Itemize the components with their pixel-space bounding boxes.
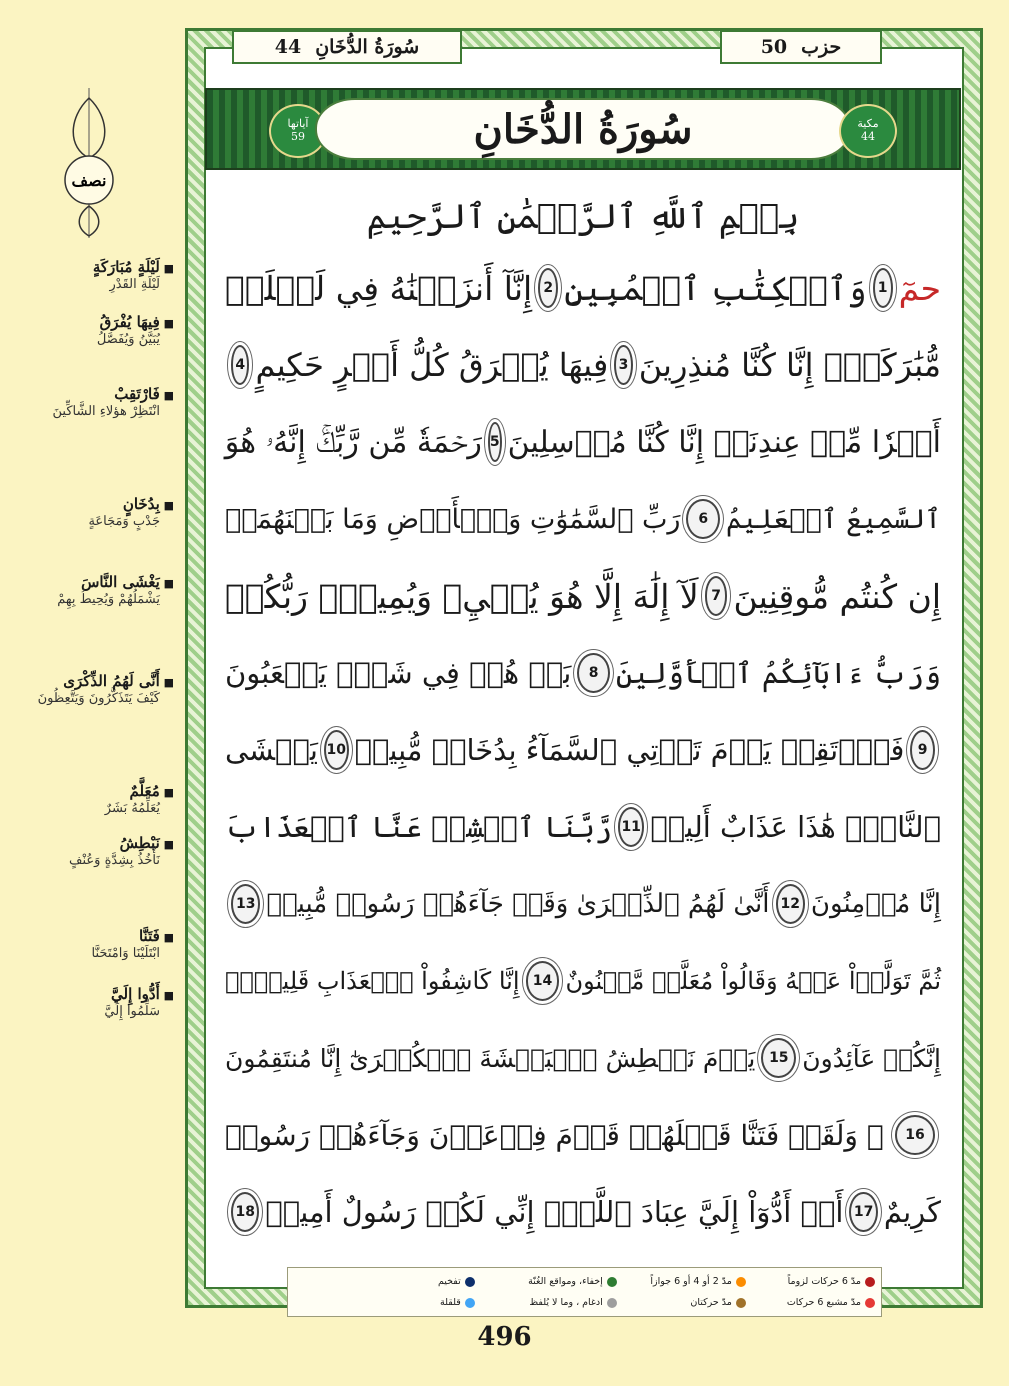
glossary-meaning: جَدْبٍ وَمَجَاعَةٍ [88, 514, 160, 529]
header-hizb-box [720, 30, 882, 64]
verse-text: رَحۡمَةٗ مِّن رَّبِّكَۚ إِنَّهُۥ هُوَ [224, 424, 482, 460]
page-number: 496 [477, 1322, 532, 1352]
legend-item [294, 1297, 475, 1308]
legend-color-dot-icon [607, 1298, 617, 1308]
glossary-entry [14, 313, 174, 350]
verse-text: يَغۡشَى [225, 733, 318, 767]
glossary-meaning: يُبَيَّنُ وَيُفَصَّلُ [96, 332, 160, 347]
ayah-number-marker: 4 [231, 345, 249, 385]
verse-line [225, 797, 941, 857]
legend-column-1 [746, 1271, 875, 1313]
legend-label: تفخيم [437, 1276, 461, 1287]
legend-color-dot-icon [736, 1277, 746, 1287]
verse-line [225, 1182, 941, 1242]
glossary-meaning: يُعَلِّمُهُ بَشَرٌ [104, 801, 160, 816]
glossary-meaning: نَأْخُذُ بِشِدَّةٍ وَعُنْفٍ [69, 853, 160, 868]
glossary-word: ■ مُعَلَّمٌ [14, 782, 174, 800]
verse-line [225, 951, 941, 1011]
verse-text: أَنَّىٰ لَهُمُ ٱلذِّكۡرَىٰ وَقَدۡ جَآءَهُمۡ رَسُولٞ مُّبِينٞ [266, 889, 770, 919]
glossary-meaning: لَيْلَةِ القَدْرِ [109, 277, 160, 292]
verse-line [225, 412, 941, 472]
legend-item [746, 1297, 875, 1308]
nisf-label: نصف [71, 171, 107, 190]
legend-label: مدّ حركتان [690, 1297, 732, 1308]
legend-label: ادغام ، وما لا يُلفظ [529, 1297, 603, 1308]
glossary-entry [14, 927, 174, 964]
ayah-number-marker: 11 [618, 807, 644, 847]
glossary-meaning: يَشْمَلُهُمْ وَيُحِيطُ بِهِمْ [57, 592, 160, 607]
surah-info-medallion-type [839, 104, 897, 158]
verse-text: مُّبَٰرَكَةٍۚ إِنَّا كُنَّا مُنذِرِينَ [638, 346, 941, 384]
header-surah-box [232, 30, 462, 64]
verse-line [225, 1028, 941, 1088]
glossary-entry [14, 672, 174, 709]
legend-color-dot-icon [607, 1277, 617, 1287]
verse-text: لَآ إِلَٰهَ إِلَّا هُوَ يُحۡيِۦ وَيُمِيتُۖ رَبُّكُمۡ [225, 576, 699, 616]
glossary-meaning: انْتَظِرْ هؤلاءِ الشَّاكِّينَ [52, 404, 160, 419]
ayah-number-marker: 6 [686, 499, 720, 539]
verse-text: فِيهَا يُفۡرَقُ كُلُّ أَمۡرٍ حَكِيمٍ [255, 346, 609, 384]
legend-item [617, 1297, 746, 1308]
ayah-number-marker: 17 [849, 1192, 877, 1232]
glossary-meaning: ابْتَلَيْنَا وَامْتَحَنَّا [91, 946, 160, 961]
verse-line [225, 1105, 941, 1165]
verse-text: إِنَّا كَاشِفُواْ ٱلۡعَذَابِ قَلِيلًاۚ [225, 967, 520, 995]
ayah-number-marker: 12 [776, 884, 805, 924]
legend-label: قلقلة [440, 1297, 461, 1308]
surah-title: سُورَةُ الدُّخَانِ [315, 98, 851, 160]
glossary-entry [14, 782, 174, 819]
verse-text: أَمۡرٗا مِّنۡ عِندِنَآۚ إِنَّا كُنَّا مُرۡسِلِينَ [507, 424, 941, 460]
ayah-number-marker: 8 [577, 653, 610, 693]
header-hizb-label: حزب [801, 36, 842, 58]
header-surah-name: سُورَةُ الدُّخَانِ [315, 36, 420, 58]
verse-text: وَرَبُّ ءَابَآئِكُمُ ٱلۡأَوَّلِينَ [615, 656, 941, 690]
legend-item [746, 1276, 875, 1287]
verse-line [225, 258, 941, 318]
tajweed-legend [287, 1267, 882, 1317]
legend-color-dot-icon [736, 1298, 746, 1308]
surah-banner [205, 88, 961, 170]
verse-text: وَٱلۡكِتَٰبِ ٱلۡمُبِينِ [564, 268, 867, 308]
ayah-number-marker: 5 [488, 422, 502, 462]
basmala: بِسۡمِ ٱللَّهِ ٱلرَّحۡمَٰنِ ٱلرَّحِيمِ [366, 197, 800, 237]
glossary-word: ■ يَغْشَى النَّاسَ [14, 573, 174, 591]
verse-text: ۞ وَلَقَدۡ فَتَنَّا قَبۡلَهُمۡ قَوۡمَ فِرۡعَوۡنَ وَجَآءَهُمۡ رَسُولٞ [225, 1118, 884, 1152]
verse-text: ٱلسَّمِيعُ ٱلۡعَلِيمُ [725, 503, 941, 535]
ayah-number-marker: 7 [705, 576, 728, 616]
verse-text: بَلۡ هُمۡ فِي شَكّٖ يَلۡعَبُونَ [225, 656, 572, 690]
verse-text: إِنَّكُمۡ عَآئِدُونَ [802, 1043, 941, 1073]
ayah-number-marker: 15 [761, 1038, 796, 1078]
legend-label: مدّ 2 أو 4 أو 6 جوازاً [650, 1276, 732, 1287]
glossary-word: ■ أَنَّى لَهُمُ الذِّكْرَى [14, 672, 174, 690]
ayah-number-marker: 2 [538, 268, 558, 308]
ayah-number-marker: 1 [873, 268, 893, 308]
glossary-word: ■ نَبْطِشُ [14, 834, 174, 852]
verse-text: رَبِّ ٱلسَّمَٰوَٰتِ وَٱلۡأَرۡضِ وَمَا بَيۡنَهُمَآۖ [225, 503, 681, 535]
verse-text: يَوۡمَ نَبۡطِشُ ٱلۡبَطۡشَةَ ٱلۡكُبۡرَىٰٓ إِنَّا مُنتَقِمُونَ [225, 1043, 756, 1073]
verse-line [225, 720, 941, 780]
glossary-word: ■ فَتَنَّا [14, 927, 174, 945]
glossary-entry [14, 573, 174, 610]
legend-label: مدّ 6 حركات لزوماً [787, 1276, 861, 1287]
legend-item [617, 1276, 746, 1287]
verse-text: إِنَّآ أَنزَلۡنَٰهُ فِي لَيۡلَةٖ [225, 268, 533, 308]
glossary-meaning: كَيْفَ يَتَذَكَّرُونَ وَيَتَّعِظُونَ [37, 691, 160, 706]
nisf-ornament-icon [58, 88, 120, 238]
glossary-entry [14, 495, 174, 532]
legend-column-2 [617, 1271, 746, 1313]
glossary-entry [14, 985, 174, 1022]
header-surah-number: 44 [274, 36, 302, 58]
verse-line [225, 874, 941, 934]
header-hizb-number: 50 [760, 36, 788, 58]
legend-item [475, 1276, 617, 1287]
legend-color-dot-icon [865, 1298, 875, 1308]
legend-label: مدّ مشبع 6 حركات [786, 1297, 861, 1308]
glossary-word: ■ أَدُّوا إِلَيَّ [14, 985, 174, 1003]
verse-line [225, 643, 941, 703]
glossary-entry [14, 385, 174, 422]
glossary-meaning: سَلِّمُوا إِلَيَّ [104, 1004, 160, 1019]
medallion-surah-number: 44 [861, 130, 875, 143]
ayah-number-marker: 13 [231, 884, 260, 924]
ayah-number-marker: 14 [526, 961, 560, 1001]
medallion-verses-count: 59 [291, 130, 305, 143]
legend-column-3 [475, 1271, 617, 1313]
verse-text: أَنۡ أَدُّوٓاْ إِلَيَّ عِبَادَ ٱللَّهِۖ إِنِّي لَكُمۡ رَسُولٌ أَمِينٞ [265, 1195, 844, 1229]
verse-line [225, 489, 941, 549]
verse-text: ٱلنَّاسَۖ هَٰذَا عَذَابٌ أَلِيمٞ [650, 810, 941, 844]
verse-text: كَرِيمٌ [883, 1195, 941, 1229]
glossary-entry [14, 258, 174, 295]
medallion-type-label: مكية [857, 117, 879, 131]
legend-color-dot-icon [865, 1277, 875, 1287]
medallion-verses-label: آياتها [287, 117, 309, 131]
legend-color-dot-icon [465, 1298, 475, 1308]
verse-text: رَّبَّنَا ٱكۡشِفۡ عَنَّا ٱلۡعَذَابَ [225, 810, 612, 844]
verse-line [225, 566, 941, 626]
ayah-number-marker: 10 [324, 730, 349, 770]
ayah-number-marker: 18 [231, 1192, 259, 1232]
verse-text: ثُمَّ تَوَلَّوۡاْ عَنۡهُ وَقَالُواْ مُعَلَّمٞ مَّجۡنُونٌ [565, 967, 941, 995]
glossary-word: ■ لَيْلَةٍ مُبَارَكَةٍ [14, 258, 174, 276]
verse-text: إِنَّا مُؤۡمِنُونَ [810, 889, 941, 919]
legend-color-dot-icon [465, 1277, 475, 1287]
verse-text: فَٱرۡتَقِبۡ يَوۡمَ تَأۡتِي ٱلسَّمَآءُ بِدُخَانٖ مُّبِينٖ [354, 733, 905, 767]
legend-label: إخفاء، ومواقع الغُنّة [528, 1276, 603, 1287]
glossary-word: ■ فِيهَا يُفْرَقُ [14, 313, 174, 331]
ayah-number-marker: 9 [910, 730, 935, 770]
glossary-word: ■ بِدُخَانٍ [14, 495, 174, 513]
legend-item [294, 1276, 475, 1287]
verse-text: إِن كُنتُم مُّوقِنِينَ [733, 576, 941, 616]
ayah-number-marker: 16 [895, 1115, 935, 1155]
verse-text: حمٓ [898, 268, 941, 308]
glossary-word: ■ فَارْتَقِبْ [14, 385, 174, 403]
legend-item [475, 1297, 617, 1308]
legend-column-4 [294, 1271, 475, 1313]
verse-line [225, 335, 941, 395]
ayah-number-marker: 3 [614, 345, 632, 385]
glossary-entry [14, 834, 174, 871]
